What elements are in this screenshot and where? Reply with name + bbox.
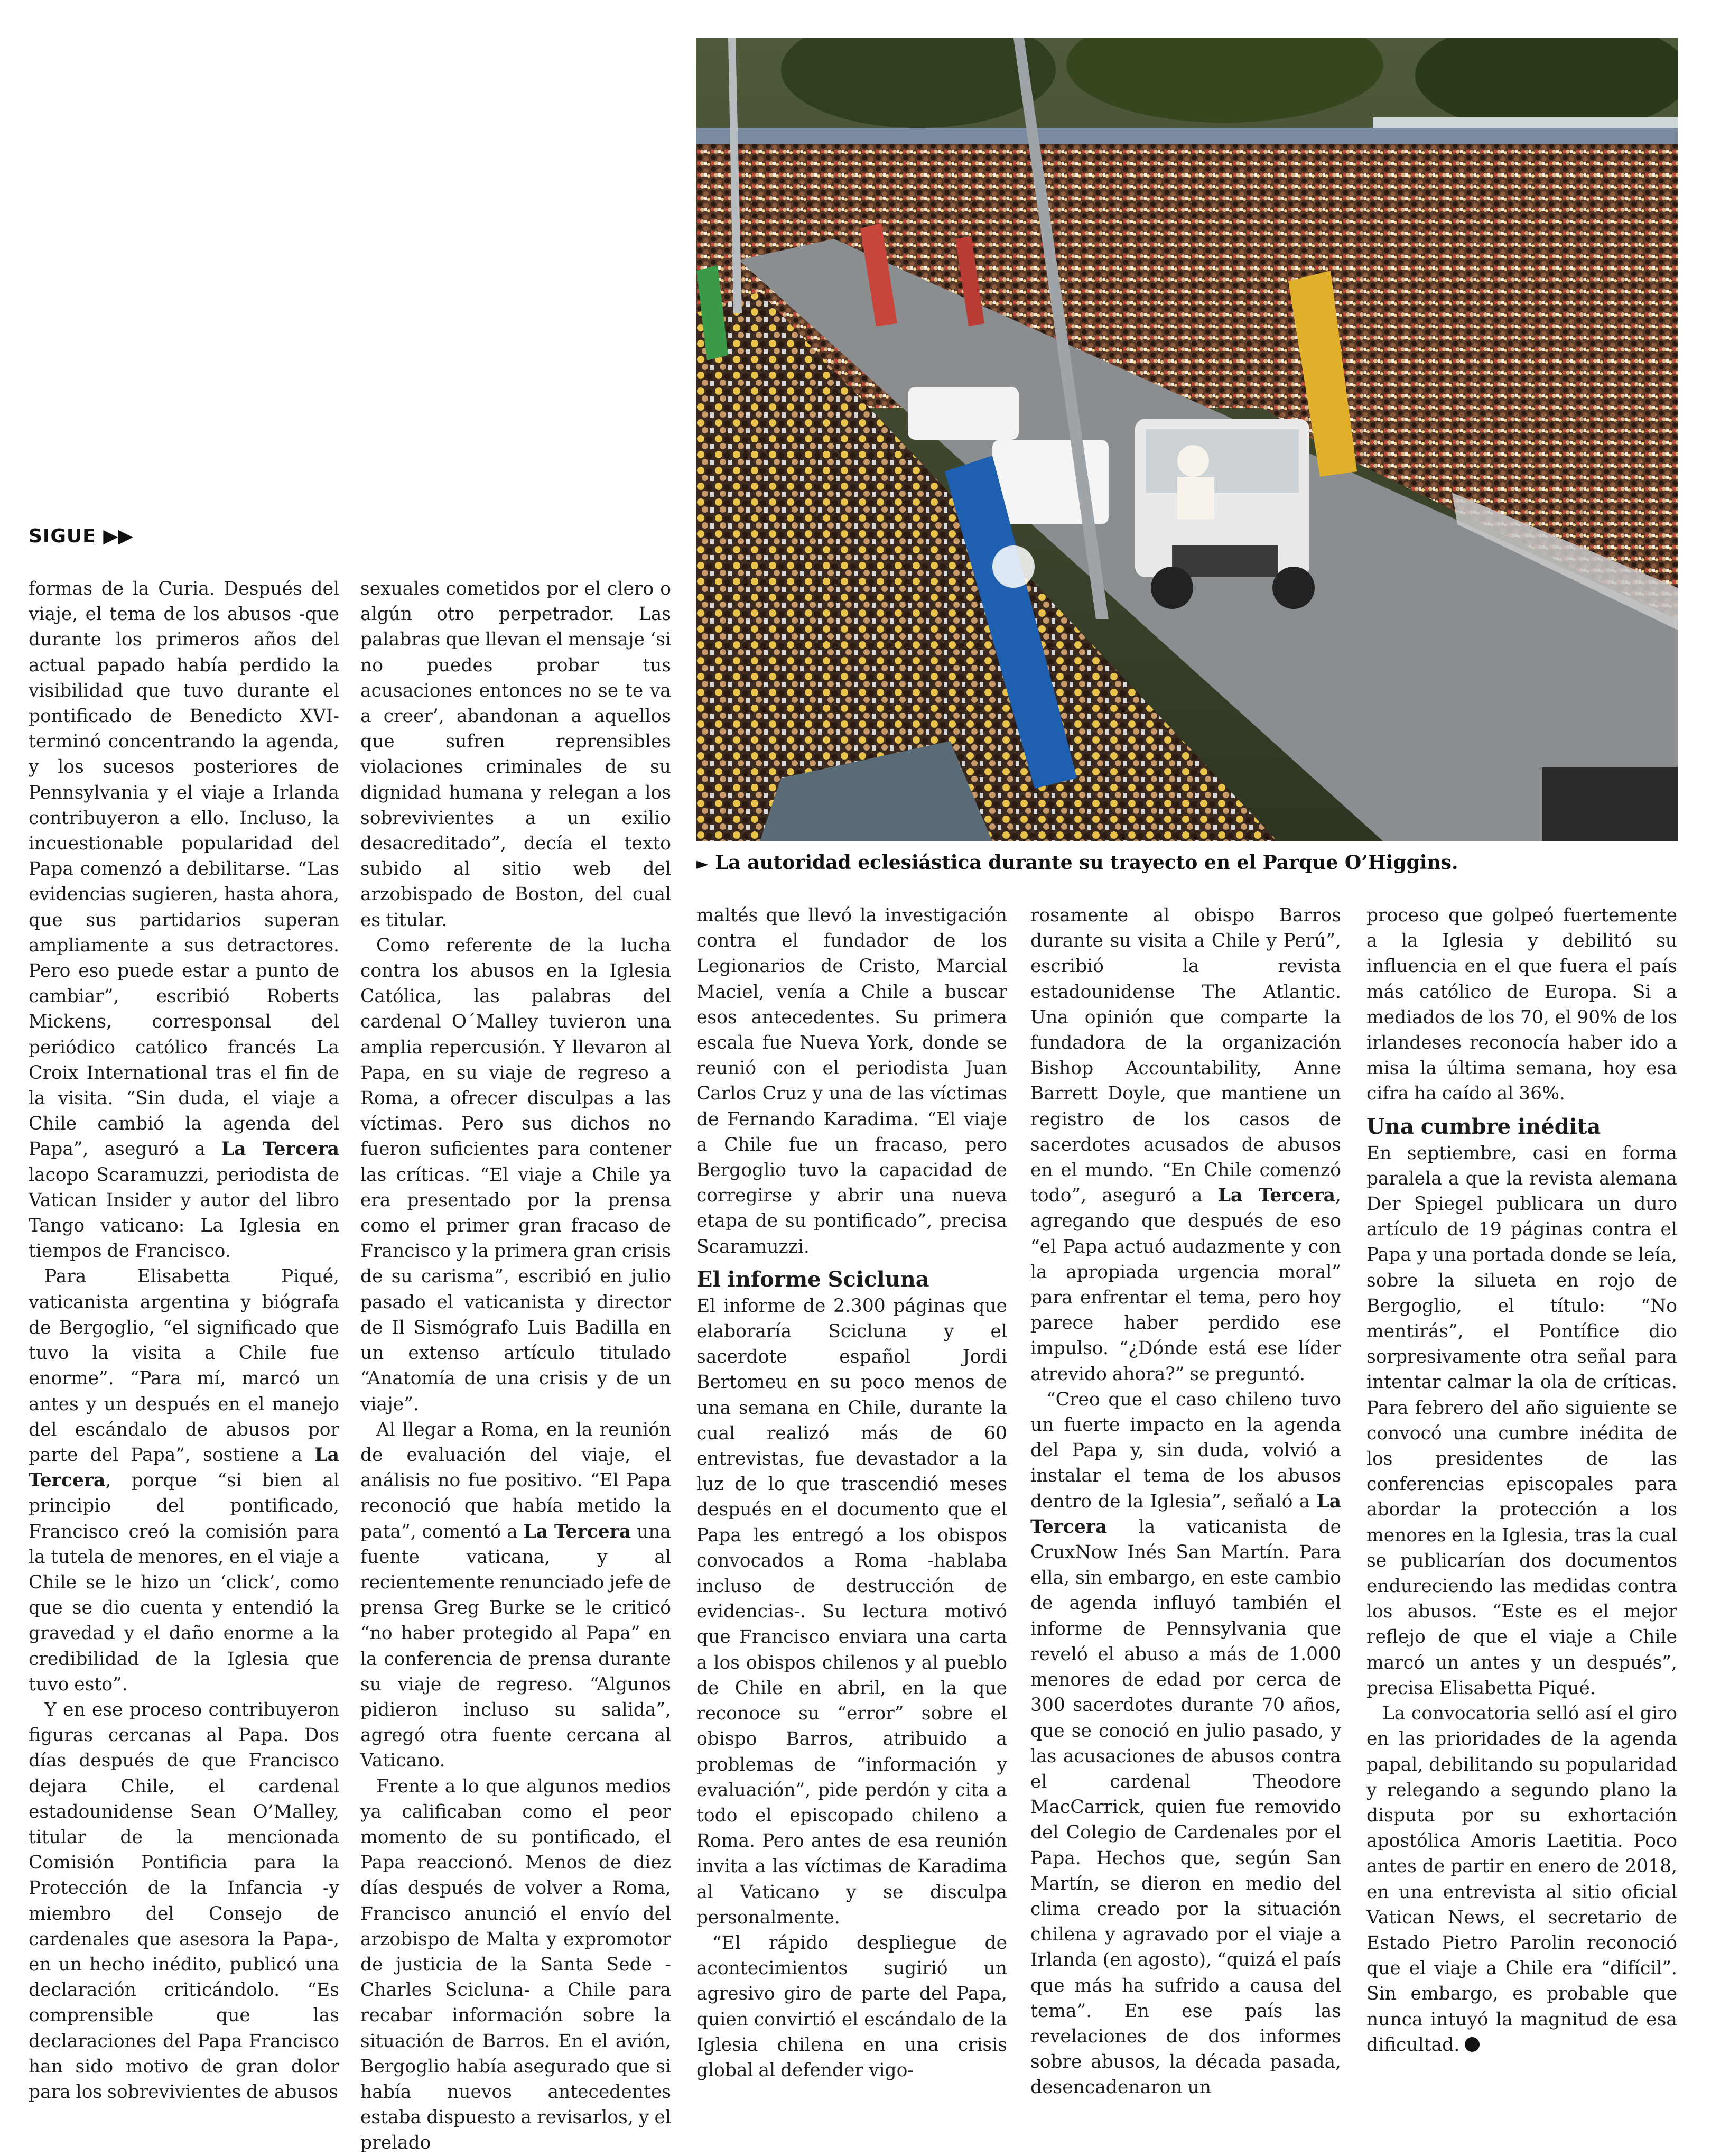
publication-name: La Tercera: [523, 1521, 631, 1542]
article-column-2: [360, 576, 671, 2156]
paragraph: sexuales cometidos por el clero o algún otro perpetrador. Las palabras que llevan el mensaje ‘si no puedes probar tus acusaciones entonces no se te va a creer’, abandonan a aquellos que sufren reprensibles violaciones criminales de su dignidad humana y relegan a los sobrevivientes a un exilio desacreditado”, decía el texto subido al sitio web del arzobispado de Boston, del cual es titular.: [360, 578, 671, 931]
section-heading-informe-scicluna: El informe Scicluna: [696, 1266, 929, 1292]
article-column-4: [1030, 903, 1341, 2101]
section-heading-cumbre-inedita: Una cumbre inédita: [1366, 1114, 1601, 1139]
paragraph: “Creo que el caso chileno tuvo un fuerte impacto en la agenda del Papa y, sin duda, volvió a instalar el tema de los abusos dentro de la Iglesia”, señaló a La Tercera la vaticanista de CruxNow Inés San Martín. Para ella, sin embargo, en este cambio de agenda influyó también el informe de Pennsylvania que reveló el abuso a más de 1.000 menores de edad por cerca de 300 sacerdotes durante 70 años, que se conoció en julio pasado, y las acusaciones de abusos contra el cardenal Theodore MacCarrick, quien fue removido del Colegio de Cardenales por el Papa. Hechos que, según San Martín, se dieron en medio del clima creado por la situación chilena y agravado por el viaje a Irlanda (en agosto), “quizá el país que más ha sufrido a causa del tema”. En ese país las revelaciones de dos informes sobre abusos, la década pasada, desencadenaron un: [1030, 1389, 1341, 2098]
paragraph: Como referente de la lucha contra los abusos en la Iglesia Católica, las palabras del cardenal O´Malley tuvieron una amplia repercusión. Y llevaron al Papa, en su viaje de regreso a Roma, a ofrecer disculpas a las víctimas. Pero sus dichos no fueron suficientes para contener las críticas. “El viaje a Chile ya era presentado por la prensa como el primer gran fracaso de Francisco y la primera gran crisis de su carisma”, escribió en julio pasado el vaticanista y director de Il Sismógrafo Luis Badilla en un extenso artículo titulado “Anatomía de una crisis y de un viaje”.: [360, 934, 671, 1415]
publication-name: La Tercera: [221, 1139, 340, 1160]
paragraph: “El rápido despliegue de acontecimientos sugirió un agresivo giro de parte del Papa, quien convirtió el escándalo de la Iglesia chilena en una crisis global al defender vigo-: [696, 1932, 1007, 2081]
paragraph: proceso que golpeó fuertemente a la Iglesia y debilitó su influencia en el que fuera el país más católico de Europa. Si a mediados de los 70, el 90% de los irlandeses reconocía haber ido a misa la última semana, hoy esa cifra ha caído al 36%.: [1366, 905, 1677, 1105]
paragraph-final: [1366, 1701, 1677, 2058]
publication-name: La Tercera: [29, 1444, 339, 1492]
paragraph: rosamente al obispo Barros durante su visita a Chile y Perú”, escribió la revista estadounidense The Atlantic. Una opinión que comparte la fundadora de la organización Bishop Accountability, Anne Barrett Doyle, que mantiene un registro de los casos de sacerdotes acusados de abusos en el mundo. “En Chile comenzó todo”, aseguró a La Tercera, agregando que después de eso “el Papa actuó audazmente y con la apropiada urgencia moral” para enfrentar el tema, pero hoy parece haber perdido ese impulso. “¿Dónde está ese líder atrevido ahora?” se preguntó.: [1030, 905, 1341, 1385]
paragraph: maltés que llevó la investigación contra el fundador de los Legionarios de Cristo, Marcial Maciel, venía a Chile a buscar esos antecedentes. Su primera escala fue Nueva York, donde se reunió con el periodista Juan Carlos Cruz y una de las víctimas de Fernando Karadima. “El viaje a Chile fue un fracaso, pero Bergoglio tuvo la capacidad de corregirse y abrir una nueva etapa de su pontificado”, precisa Scaramuzzi.: [696, 905, 1007, 1257]
article-column-1: [29, 576, 339, 2105]
publication-name: La Tercera: [1217, 1185, 1336, 1207]
caption-marker-icon: ►: [696, 855, 709, 873]
paragraph: En septiembre, casi en forma paralela a que la revista alemana Der Spiegel publicara un duro artículo de 19 páginas contra el Papa y una portada donde se leía, sobre la silueta en rojo de Bergoglio, el título: “No mentirás”, el Pontífice dio sorpresivamente otra señal para intentar calmar la ola de críticas. Para febrero del año siguiente se convocó una cumbre inédita de los presidentes de las conferencias episcopales para abordar la protección a los menores en la Iglesia, tras la cual se publicarían dos documentos endureciendo las medidas contra los abusos. “Este es el mejor reflejo de que el viaje a Chile marcó un antes y un después”, precisa Elisabetta Piqué.: [1366, 1142, 1677, 1699]
continue-indicator: SIGUE ▶▶: [29, 525, 134, 547]
article-column-3: [696, 903, 1007, 2083]
paragraph: Al llegar a Roma, en la reunión de evaluación del viaje, el análisis no fue positivo. “El Papa reconoció que había metido la pata”, comentó a La Tercera una fuente vaticana, y al recientemente renunciado jefe de prensa Greg Burke se le criticó “no haber protegido al Papa” en la conferencia de prensa durante su viaje de regreso. “Algunos pidieron incluso su salida”, agregó otra fuente cercana al Vaticano.: [360, 1419, 671, 1772]
paragraph: formas de la Curia. Después del viaje, el tema de los abusos -que durante los primeros años del actual papado había perdido la visibilidad que tuvo durante el pontificado de Benedicto XVI- terminó concentrando la agenda, y los sucesos posteriores de Pennsylvania y el viaje a Irlanda contribuyeron a ello. Incluso, la incuestionable popularidad del Papa comenzó a debilitarse. “Las evidencias sugieren, hasta ahora, que sus partidarios superan ampliamente a sus detractores. Pero eso puede estar a punto de cambiar”, escribió Roberts Mickens, corresponsal del periódico católico francés La Croix International tras el fin de la visita. “Sin duda, el viaje a Chile cambió la agenda del Papa”, aseguró a La Tercera lacopo Scaramuzzi, periodista de Vatican Insider y autor del libro Tango vaticano: La Iglesia en tiempos de Francisco.: [29, 578, 340, 1262]
photo-caption: [696, 850, 1679, 877]
paragraph: Frente a lo que algunos medios ya calificaban como el peor momento de su pontificado, el Papa reaccionó. Menos de diez días después de volver a Roma, Francisco anunció el envío del arzobispo de Malta y expromotor de justicia de la Santa Sede -Charles Scicluna- a Chile para recabar información sobre la situación de Barros. En el avión, Bergoglio había asegurado que si había nuevos antecedentes estaba dispuesto a revisarlos, y el prelado: [360, 1775, 671, 2154]
paragraph: El informe de 2.300 páginas que elaboraría Scicluna y el sacerdote español Jordi Bertomeu en su poco menos de una semana en Chile, durante la cual realizó más de 60 entrevistas, fue devastador a la luz de lo que trascendió meses después en el documento que el Papa les entregó a los obispos convocados a Roma -hablaba incluso de destrucción de evidencias-. Su lectura motivó que Francisco enviara una carta a los obispos chilenos y al pueblo de Chile en abril, en la que reconoce su “error” sobre el obispo Barros, atribuido a problemas de “información y evaluación”, pide perdón y cita a todo el episcopado chileno a Roma. Pero antes de esa reunión invita a las víctimas de Karadima al Vaticano y se disculpa personalmente.: [696, 1295, 1007, 1928]
caption-text: La autoridad eclesiástica durante su trayecto en el Parque O’Higgins.: [715, 852, 1458, 874]
crowd-photo-illustration: [696, 38, 1678, 841]
end-mark-icon: [1465, 2037, 1480, 2052]
paragraph: Y en ese proceso contribuyeron figuras cercanas al Papa. Dos días después de que Francisco dejara Chile, el cardenal estadounidense Sean O’Malley, titular de la mencionada Comisión Pontificia para la Protección de la Infancia -y miembro del Consejo de cardenales que asesora la Papa-, en un hecho inédito, publicó una declaración criticándolo. “Es comprensible que las declaraciones del Papa Francisco han sido motivo de gran dolor para los sobrevivientes de abusos: [29, 1699, 339, 2103]
article-column-5: [1366, 903, 1677, 2058]
news-photo: [696, 38, 1678, 841]
publication-name: La Tercera: [1030, 1491, 1341, 1538]
paragraph: Para Elisabetta Piqué, vaticanista argentina y biógrafa de Bergoglio, “el significado que tuvo la visita a Chile fue enorme”. “Para mí, marcó un antes y un después en el manejo del escándalo de abusos por parte del Papa”, sostiene a La Tercera, porque “si bien al principio del pontificado, Francisco creó la comisión para la tutela de menores, en el viaje a Chile se le hizo un ‘click’, como que se dio cuenta y entendió la gravedad y el daño enorme a la credibilidad de la Iglesia que tuvo esto”.: [29, 1266, 339, 1695]
paragraph-final-text: La convocatoria selló así el giro en las prioridades de la agenda papal, debilitando su popularidad y relegando a segundo plano la disputa por su exhortación apostólica Amoris Laetitia. Poco antes de partir en enero de 2018, en una entrevista al sitio oficial Vatican News, el secretario de Estado Pietro Parolin reconoció que el viaje a Chile era “difícil”. Sin embargo, es probable que nunca intuyó la magnitud de esa dificultad.: [1366, 1703, 1677, 2056]
